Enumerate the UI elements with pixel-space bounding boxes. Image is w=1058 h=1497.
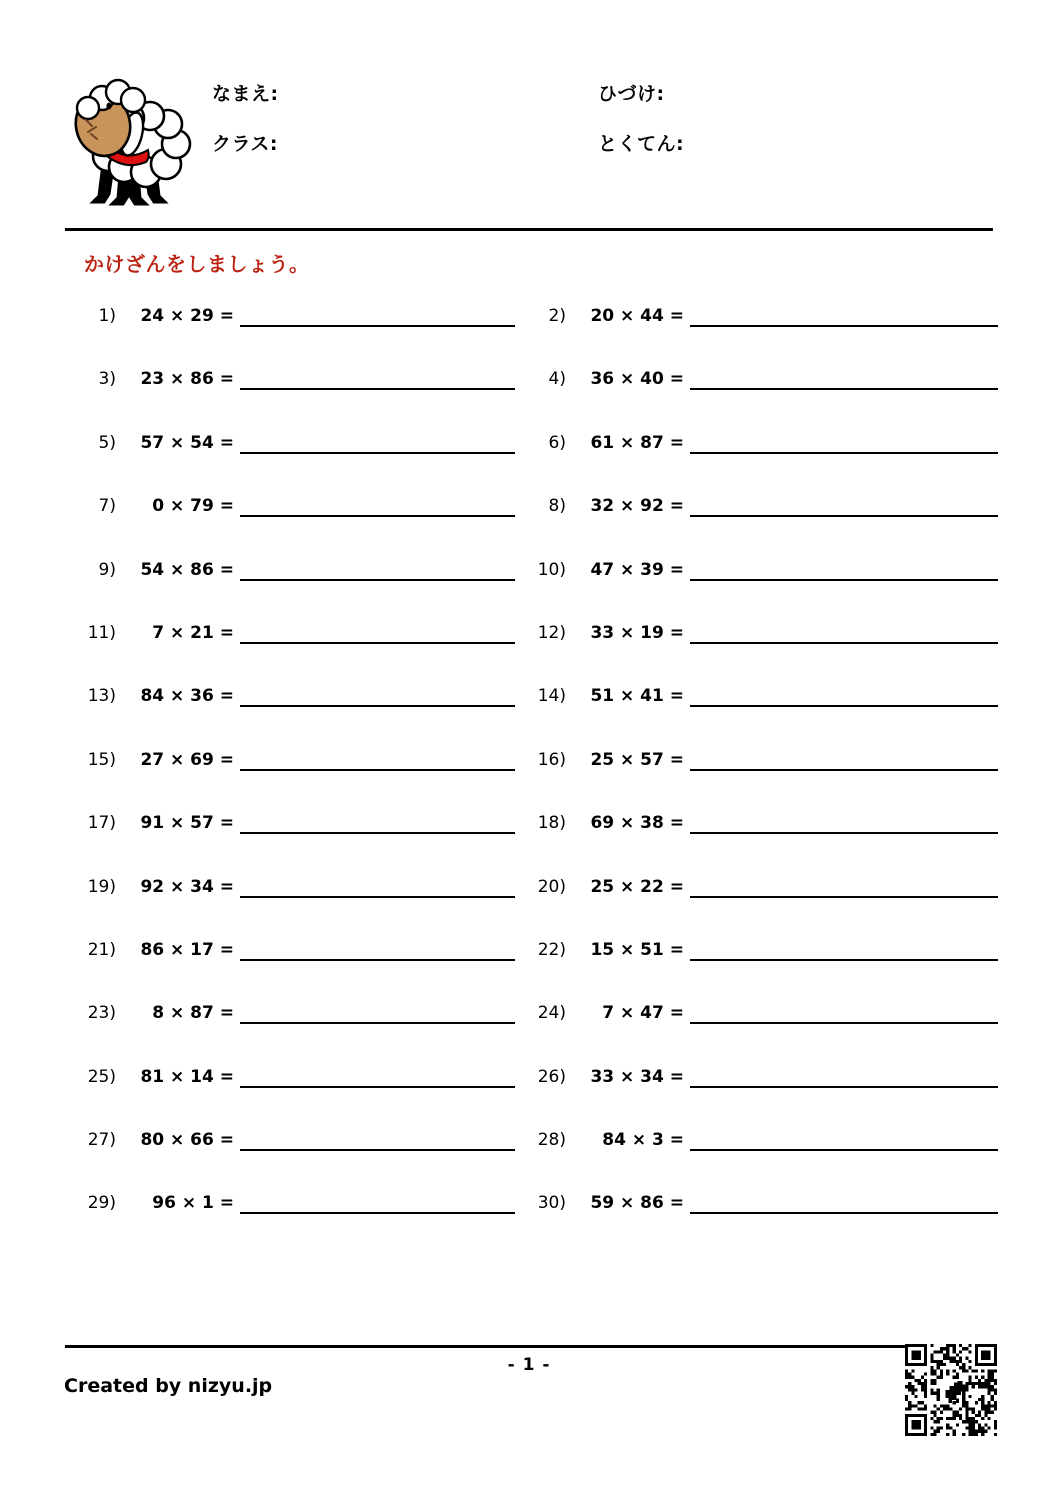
problem-number: 24) [537, 1003, 566, 1024]
problem-expression: 15 × 51 = [590, 939, 684, 960]
problem-item [70, 876, 515, 916]
date-field-label: ひづけ: [598, 83, 665, 105]
problem-expression: 7 × 21 = [152, 622, 234, 643]
answer-blank[interactable] [240, 452, 515, 454]
answer-blank[interactable] [240, 579, 515, 581]
answer-blank[interactable] [240, 769, 515, 771]
class-field-label: クラス: [212, 133, 279, 155]
problem-expression: 80 × 66 = [140, 1130, 234, 1151]
worksheet-footer [0, 1345, 1058, 1497]
answer-blank[interactable] [240, 832, 515, 834]
problem-number: 20) [537, 876, 566, 897]
answer-blank[interactable] [690, 1149, 998, 1151]
answer-blank[interactable] [690, 515, 998, 517]
problem-item [70, 812, 515, 852]
problem-row [0, 559, 1058, 622]
problem-number: 28) [537, 1130, 566, 1151]
problem-number: 17) [87, 813, 116, 834]
problem-row [0, 1192, 1058, 1255]
problem-expression: 23 × 86 = [140, 369, 234, 390]
problem-row [0, 368, 1058, 431]
answer-blank[interactable] [240, 325, 515, 327]
problem-number: 2) [548, 306, 566, 326]
problem-number: 16) [537, 749, 566, 770]
problem-row [0, 1002, 1058, 1065]
problem-item [520, 559, 998, 599]
answer-blank[interactable] [240, 705, 515, 707]
answer-blank[interactable] [690, 769, 998, 771]
qr-code-icon [905, 1344, 997, 1436]
problem-expression: 25 × 22 = [590, 876, 684, 897]
problem-item [520, 432, 998, 472]
problem-number: 19) [87, 876, 116, 897]
answer-blank[interactable] [690, 705, 998, 707]
answer-blank[interactable] [690, 388, 998, 390]
problem-item [520, 368, 998, 408]
problem-expression: 8 × 87 = [152, 1003, 234, 1024]
answer-blank[interactable] [240, 1149, 515, 1151]
answer-blank[interactable] [240, 1212, 515, 1214]
problem-number: 11) [87, 622, 116, 643]
credit-text: Created by nizyu.jp [64, 1375, 273, 1397]
problem-expression: 84 × 36 = [140, 686, 234, 707]
problem-number: 12) [537, 622, 566, 643]
problem-number: 13) [87, 686, 116, 707]
problem-number: 14) [537, 686, 566, 707]
problem-number: 10) [537, 559, 566, 580]
problem-number: 21) [87, 939, 116, 960]
answer-blank[interactable] [690, 642, 998, 644]
problem-item [70, 939, 515, 979]
answer-blank[interactable] [690, 452, 998, 454]
problem-number: 22) [537, 939, 566, 960]
problem-row [0, 812, 1058, 875]
problem-row [0, 495, 1058, 558]
answer-blank[interactable] [690, 1022, 998, 1024]
answer-blank[interactable] [240, 388, 515, 390]
score-field-label: とくてん: [598, 133, 685, 155]
problem-item [520, 1066, 998, 1106]
problem-number: 30) [537, 1193, 566, 1214]
problem-expression: 27 × 69 = [140, 749, 234, 770]
problem-row [0, 432, 1058, 495]
problem-number: 25) [87, 1066, 116, 1087]
problem-expression: 0 × 79 = [152, 496, 234, 517]
problem-item [70, 622, 515, 662]
problem-expression: 96 × 1 = [152, 1193, 234, 1214]
problem-item [70, 685, 515, 725]
problem-expression: 59 × 86 = [590, 1193, 684, 1214]
problem-item [520, 876, 998, 916]
problem-item [520, 622, 998, 662]
problem-item [70, 1129, 515, 1169]
problem-expression: 33 × 19 = [590, 622, 684, 643]
answer-blank[interactable] [240, 959, 515, 961]
problem-expression: 54 × 86 = [140, 559, 234, 580]
answer-blank[interactable] [690, 832, 998, 834]
problem-number: 15) [87, 749, 116, 770]
problem-row [0, 1066, 1058, 1129]
page-number: - 1 - [507, 1355, 551, 1375]
problem-expression: 51 × 41 = [590, 686, 684, 707]
problem-item [520, 305, 998, 345]
problem-expression: 32 × 92 = [590, 496, 684, 517]
problem-item [520, 685, 998, 725]
problem-item [520, 749, 998, 789]
problem-number: 9) [98, 559, 116, 580]
problem-expression: 24 × 29 = [140, 306, 234, 326]
problem-item [520, 939, 998, 979]
problem-item [70, 749, 515, 789]
problem-item [70, 559, 515, 599]
problem-list [0, 305, 1058, 1256]
problem-expression: 25 × 57 = [590, 749, 684, 770]
problem-item [70, 368, 515, 408]
problem-row [0, 1129, 1058, 1192]
answer-blank[interactable] [240, 642, 515, 644]
answer-blank[interactable] [240, 515, 515, 517]
worksheet-header [0, 0, 1058, 228]
problem-item [70, 1192, 515, 1232]
problem-item [70, 1066, 515, 1106]
answer-blank[interactable] [690, 1212, 998, 1214]
problem-number: 8) [548, 496, 566, 517]
problem-item [70, 432, 515, 472]
answer-blank[interactable] [240, 1086, 515, 1088]
problem-number: 4) [548, 369, 566, 390]
problem-item [70, 1002, 515, 1042]
problem-expression: 47 × 39 = [590, 559, 684, 580]
answer-blank[interactable] [240, 1022, 515, 1024]
problem-expression: 92 × 34 = [140, 876, 234, 897]
header-fields [0, 0, 1058, 228]
answer-blank[interactable] [690, 579, 998, 581]
problem-expression: 61 × 87 = [590, 432, 684, 453]
problem-row [0, 939, 1058, 1002]
problem-item [520, 1129, 998, 1169]
problem-number: 27) [87, 1130, 116, 1151]
answer-blank[interactable] [240, 896, 515, 898]
worksheet-title: かけざんをしましょう。 [84, 252, 310, 276]
problem-expression: 20 × 44 = [590, 306, 684, 326]
problem-expression: 7 × 47 = [602, 1003, 684, 1024]
problem-row [0, 685, 1058, 748]
problem-row [0, 305, 1058, 368]
answer-blank[interactable] [690, 325, 998, 327]
problem-item [520, 1002, 998, 1042]
problem-expression: 33 × 34 = [590, 1066, 684, 1087]
problem-expression: 36 × 40 = [590, 369, 684, 390]
problem-item [520, 1192, 998, 1232]
problem-number: 5) [98, 432, 116, 453]
problem-expression: 57 × 54 = [140, 432, 234, 453]
answer-blank[interactable] [690, 959, 998, 961]
problem-number: 18) [537, 813, 566, 834]
answer-blank[interactable] [690, 896, 998, 898]
problem-item [520, 812, 998, 852]
problem-expression: 84 × 3 = [602, 1130, 684, 1151]
answer-blank[interactable] [690, 1086, 998, 1088]
problem-row [0, 876, 1058, 939]
problem-item [520, 495, 998, 535]
problem-number: 3) [98, 369, 116, 390]
problem-item [70, 305, 515, 345]
header-divider [65, 228, 993, 231]
problem-expression: 69 × 38 = [590, 813, 684, 834]
problem-row [0, 622, 1058, 685]
problem-number: 26) [537, 1066, 566, 1087]
problem-expression: 91 × 57 = [140, 813, 234, 834]
problem-number: 23) [87, 1003, 116, 1024]
problem-number: 7) [98, 496, 116, 517]
problem-item [70, 495, 515, 535]
problem-expression: 86 × 17 = [140, 939, 234, 960]
problem-expression: 81 × 14 = [140, 1066, 234, 1087]
problem-number: 29) [87, 1193, 116, 1214]
problem-number: 6) [548, 432, 566, 453]
problem-number: 1) [98, 306, 116, 326]
problem-row [0, 749, 1058, 812]
name-field-label: なまえ: [212, 83, 279, 105]
